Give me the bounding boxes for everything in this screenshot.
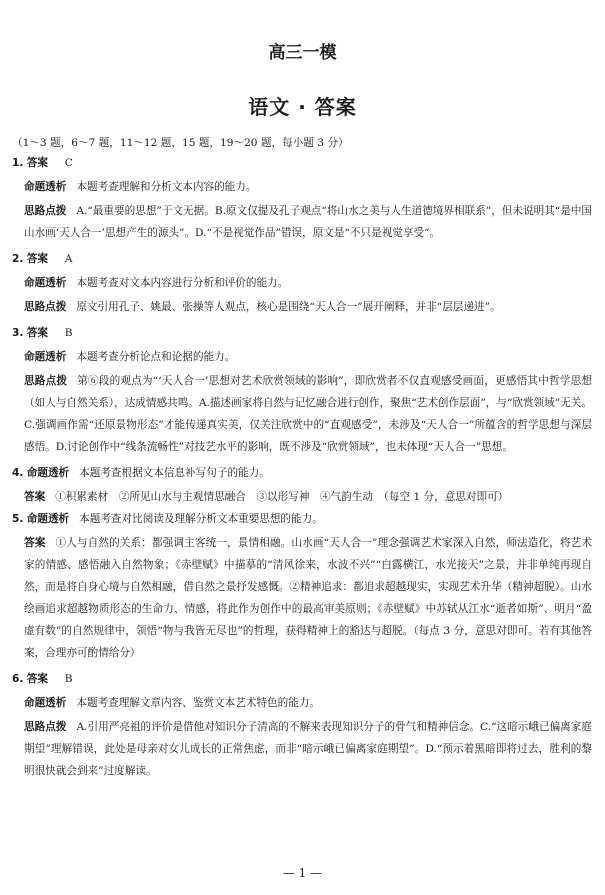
q1-hint-label: 思路点拨: [24, 205, 67, 217]
q2-answer-label: 答案: [26, 253, 48, 265]
q1-number: 1.: [12, 157, 24, 169]
q6-analysis-label: 命题透析: [24, 697, 67, 709]
q3-hint-label: 思路点拨: [24, 375, 68, 387]
q4-number: 4.: [12, 467, 24, 479]
q1-analysis-label: 命题透析: [24, 181, 67, 193]
q1-hint: A.“最重要的思想”于文无据。B.原文仅提及孔子观点“将山水之美与人生道德境界相联系”，但未说明其“是中国山水画‘天人合一’思想产生的源头”。D.“不是视觉作品”错误，原文是“不只是视觉享受”。: [24, 205, 593, 239]
q1-answer-line: [12, 156, 592, 170]
q4-answer-line: [12, 490, 592, 504]
q6-analysis-line: [12, 696, 592, 710]
q4-analysis-line: [12, 466, 592, 480]
q2-analysis: 本题考查对文本内容进行分析和评价的能力。: [76, 277, 289, 289]
subject-title: 语文 · 答案: [248, 95, 357, 119]
q6-number: 6.: [12, 673, 24, 685]
q5-analysis-label: 命题透析: [26, 513, 70, 525]
q6-analysis: 本题考查理解文章内容、鉴赏文本艺术特色的能力。: [76, 697, 321, 709]
q2-hint-label: 思路点拨: [24, 301, 67, 313]
q6-answer-label: 答案: [26, 673, 48, 685]
q3-analysis: 本题考查分析论点和论据的能力。: [76, 351, 236, 363]
q6-answer: B: [64, 673, 73, 685]
q5-analysis-line: [12, 512, 592, 526]
q4-answer-label: 答案: [24, 491, 46, 503]
exam-title: 高三一模: [268, 43, 337, 63]
q3-hint-para: [12, 370, 592, 458]
q6-hint-label: 思路点拨: [24, 721, 67, 733]
q3-analysis-label: 命题透析: [24, 351, 67, 363]
q5-analysis: 本题考查对比阅读及理解分析文本重要思想的能力。: [79, 513, 323, 525]
q3-answer: B: [64, 327, 73, 339]
q2-answer-line: [12, 252, 592, 266]
scoring-note: （1～3 题，6～7 题，11～12 题，15 题，19～20 题，每小题 3 分）: [12, 137, 349, 149]
q1-answer: C: [64, 157, 73, 169]
q4-analysis: 本题考查根据文本信息补写句子的能力。: [79, 467, 270, 479]
q3-number: 3.: [12, 327, 24, 339]
q5-answer: ①人与自然的关系：都强调主客统一，景情相融。山水画“天人合一”理念强调艺术家深入自然，师法造化，将艺术家的情感、感悟融入自然物象；《赤壁赋》中描摹的“清风徐来，水波不兴”“白露横江，水光接天”之景，并非单纯再现自然，而是将自身心境与自然相融，借自然之景抒发感慨。②精神追求：都追求超越现实，实现艺术升华（精神超脱）。山水绘画追求超越物质形态的生命力、情感，将此作为创作中的最高审美原则；《赤壁赋》中苏轼从江水“逝者如斯”、明月“盈虚有数”的自然规律中，领悟“物与我皆无尽也”的哲理，获得精神上的豁达与超脱。（每点 3 分，意思对即可。若有其他答案，合理亦可酌情给分）: [24, 537, 592, 659]
q1-answer-label: 答案: [26, 157, 48, 169]
q6-answer-line: [12, 672, 592, 686]
q5-answer-label: 答案: [24, 537, 46, 549]
page-number: — 1 —: [282, 866, 323, 880]
q1-hint-para: [12, 200, 592, 244]
q4-analysis-label: 命题透析: [26, 467, 70, 479]
q5-answer-para: [12, 532, 592, 664]
q1-analysis: 本题考查理解和分析文本内容的能力。: [76, 181, 257, 193]
q2-hint: 原文引用孔子、姚最、张操等人观点，核心是围绕“天人合一”展开阐释，并非“层层递进”。: [76, 301, 501, 313]
q4-answer: ①积累素材 ②所见山水与主观情思融合 ③以形写神 ④气韵生动 （每空 1 分，意思对即可）: [55, 491, 509, 503]
q2-analysis-label: 命题透析: [24, 277, 67, 289]
q2-hint-para: [12, 296, 592, 318]
q2-answer: A: [64, 253, 73, 265]
q1-analysis-line: [12, 180, 592, 194]
q5-number: 5.: [12, 513, 24, 525]
q2-analysis-line: [12, 276, 592, 290]
q6-hint-para: [12, 716, 592, 782]
q2-number: 2.: [12, 253, 24, 265]
q6-hint: A.引用严亮祖的评价是借他对知识分子清高的不解来表现知识分子的骨气和精神信念。C.“这暗示峨已偏离家庭期望”理解错误，此处是母亲对女儿成长的正常焦虑，而非“暗示峨已偏离家庭期望”。D.“预示着黑暗即将过去，胜利的黎明很快就会到来”过度解读。: [24, 721, 592, 777]
answer-content: [12, 136, 592, 782]
q3-analysis-line: [12, 350, 592, 364]
q3-hint: 第⑥段的观点为“‘天人合一’思想对艺术欣赏领域的影响”，即欣赏者不仅直观感受画面，更感悟其中哲学思想（如人与自然关系），达成情感共鸣。A.描述画家将自然与记忆融合进行创作，聚焦“艺术创作层面”，与“欣赏领域”无关。C.强调画作需“还原景物形态”才能传递真实美，仅关注欣赏中的“直观感受”，未涉及“天人合一”所蕴含的哲学思想与深层感悟。D.讨论创作中“线条流畅性”对技艺水平的影响，既不涉及“欣赏领域”，也未体现“天人合一”思想。: [24, 375, 593, 453]
q3-answer-line: [12, 326, 592, 340]
q3-answer-label: 答案: [26, 327, 48, 339]
